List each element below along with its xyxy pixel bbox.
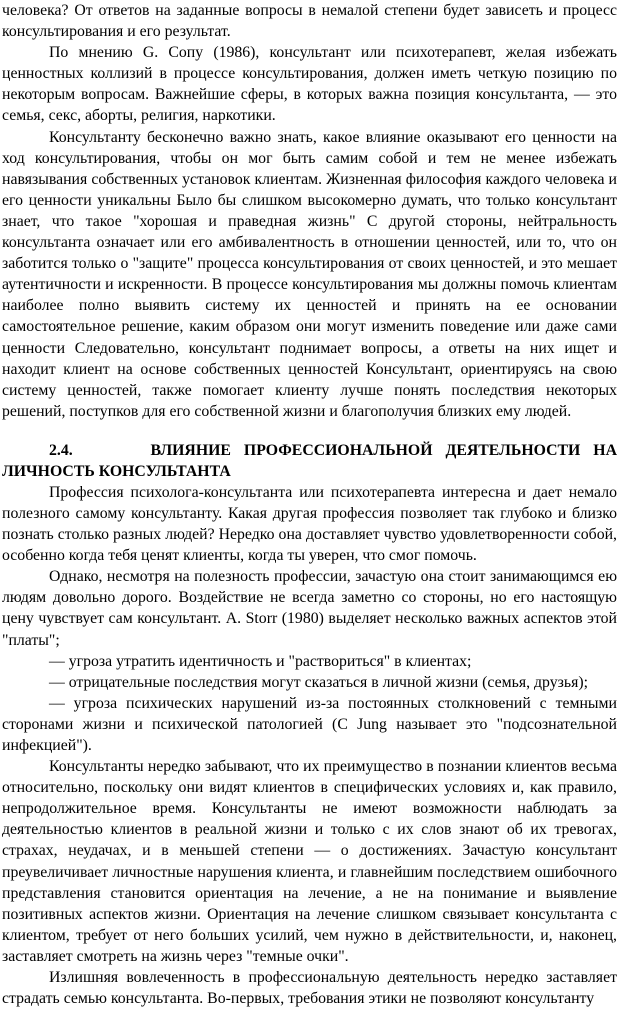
list-item-identity: — угроза утратить идентичность и "раствориться" в клиентах; <box>49 652 472 670</box>
paragraph-cory-opinion: По мнению G. Сопу (1986), консультант или психотерапевт, желая избежать ценностных коллизий в процессе консультирования, должен иметь четкую позицию по некоторым вопросам. Важнейшие сферы, в которых важна позиция консультанта, — это семья, секс, аборты, религия, наркотики. <box>2 44 617 125</box>
section-heading <box>2 440 617 482</box>
list-item-personal-life: — отрицательные последствия могут сказаться в личной жизни (семья, друзья); <box>49 673 588 691</box>
document-page <box>2 0 617 1009</box>
section-title: ВЛИЯНИЕ ПРОФЕССИОНАЛЬНОЙ ДЕЯТЕЛЬНОСТИ НА ЛИЧНОСТЬ КОНСУЛЬТАНТА <box>2 441 617 480</box>
paragraph-consultant-advantage: Консультанты нередко забывают, что их преимущество в познании клиентов весьма относительно, поскольку они видят клиентов в специфических условиях и, как правило, непродолжительное время. Консультанты не имеют возможности наблюдать за деятельностью клиентов в реальной жизни и только с их слов знают об их тревогах, страхах, неудачах, и в меньшей степени — о достижениях. Зачастую консультант преувеличивает личностные нарушения клиента, и главнейшим последствием ошибочного представления становится ориентация на лечение, а не на понимание и выявление позитивных аспектов жизни. Ориентация на лечение слишком связывает консультанта с клиентом, требует от него больших усилий, чем нужно в действительности, и, наконец, заставляет смотреть на жизнь через "темные очки". <box>2 758 617 965</box>
paragraph-family-suffering: Излишняя вовлеченность в профессиональную деятельность нередко заставляет страдать семью консультанта. Во-первых, требования этики не позволяют консультанту <box>2 969 617 1008</box>
section-number: 2.4. <box>49 441 73 459</box>
paragraph-consultant-values: Консультанту бесконечно важно знать, какое влияние оказывают его ценности на ход консультирования, чтобы он мог быть самим собой и тем не менее избежать навязывания собственных установок клиентам. Жизненная философия каждого человека и его ценности уникальны Было бы слишком высокомерно думать, что только консультант знает, что такое "хорошая и праведная жизнь" С другой стороны, нейтральность консультанта означает или его амбивалентность в отношении ценностей, или то, что он заботится только о "защите" процесса консультирования от своих ценностей, и это мешает аутентичности и искренности. В процессе консультирования мы должны помочь клиентам наиболее полно выявить систему их ценностей и принять на ее основании самостоятельное решение, каким образом они могут изменить поведение или даже сами ценности Следовательно, консультант поднимает вопросы, а ответы на них ищет и находит клиент на основе собственных ценностей Консультант, ориентируясь на свою систему ценностей, также помогает клиенту лучше понять последствия некоторых решений, поступков для его собственной жизни и благополучия близких ему людей. <box>2 128 617 420</box>
paragraph-profession-interest: Профессия психолога-консультанта или психотерапевта интересна и дает немало полезного самому консультанту. Какая другая профессия позволяет так глубоко и близко познать столько разных людей? Нередко она доставляет чувство удовлетворенности собой, особенно когда тебя ценят клиенты, когда ты уверен, что смог помочь. <box>2 483 617 565</box>
paragraph-profession-cost: Однако, несмотря на полезность профессии, зачастую она стоит занимающимся ею людям довольно дорого. Воздействие не всегда заметно со стороны, но его настоящую цену чувствует сам консультант. A. Storr (1980) выделяет несколько важных аспектов этой "платы"; <box>2 568 617 649</box>
list-item-mental-disorders: — угроза психических нарушений из-за постоянных столкновений с темными сторонами жизни и психической патологией (С Jung называет это "подсознательной инфекцией"). <box>2 694 617 754</box>
paragraph-intro-end: человека? От ответов на заданные вопросы в немалой степени будет зависеть и процесс консультирования и его результат. <box>2 2 617 41</box>
